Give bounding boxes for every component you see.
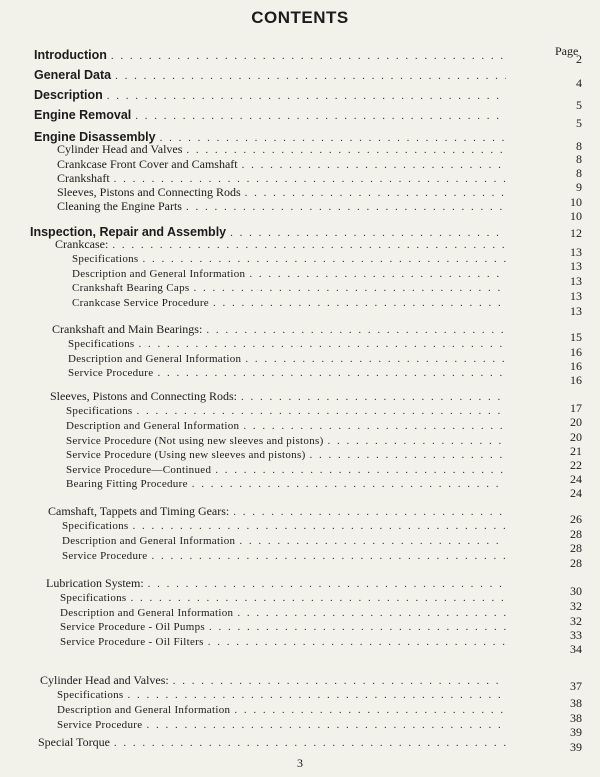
page-number-entry: 10 — [570, 209, 582, 223]
toc-entry — [72, 296, 512, 311]
dot-leader — [233, 505, 506, 520]
toc-entry — [34, 68, 512, 83]
toc-entry-label: Description and General Information — [68, 353, 242, 365]
dot-leader — [133, 519, 506, 534]
toc-entry-label: Crankcase Service Procedure — [72, 297, 209, 309]
toc-entry-label: Description and General Information — [60, 607, 234, 619]
page-number-entry: 15 — [570, 330, 582, 344]
toc-entry — [48, 504, 512, 519]
dot-leader — [139, 337, 506, 352]
page-number-entry: 5 — [576, 116, 582, 130]
page-number-entry: 21 — [570, 444, 582, 458]
toc-entry-label: Specifications — [72, 253, 139, 265]
toc-entry — [34, 48, 512, 63]
toc-entry — [40, 673, 512, 688]
page-title: CONTENTS — [251, 8, 349, 27]
dot-leader — [209, 620, 506, 635]
dot-leader — [186, 200, 506, 215]
toc-entry — [72, 281, 512, 296]
toc-entry-label: Service Procedure (Not using new sleeves and pistons) — [66, 435, 324, 447]
toc-entry — [66, 419, 512, 434]
toc-entry — [60, 620, 512, 635]
dot-leader — [112, 238, 506, 253]
toc-entry — [57, 703, 512, 718]
page-number-entry: 8 — [576, 139, 582, 153]
dot-leader — [114, 736, 506, 751]
dot-leader — [157, 366, 506, 381]
page-number: 3 — [297, 756, 303, 770]
toc-entry-label: Sleeves, Pistons and Connecting Rods — [57, 185, 241, 199]
page-number-entry: 13 — [570, 304, 582, 318]
toc-entry-label: Description — [34, 88, 103, 102]
toc-entry — [66, 448, 512, 463]
toc-entry-label: Cylinder Head and Valves — [57, 142, 183, 156]
page-number-entry: 17 — [570, 401, 582, 415]
page-number-entry: 39 — [570, 740, 582, 754]
dot-leader — [143, 252, 506, 267]
page-number-entry: 13 — [570, 274, 582, 288]
toc-entry-label: Service Procedure — [68, 367, 154, 379]
toc-entry-label: Sleeves, Pistons and Connecting Rods: — [50, 389, 237, 403]
toc-entry — [60, 635, 512, 650]
toc-entry — [62, 519, 512, 534]
dot-leader — [239, 534, 506, 549]
page-number-entry: 38 — [570, 696, 582, 710]
toc-entry — [38, 735, 512, 750]
dot-leader — [135, 109, 506, 124]
toc-entry — [60, 606, 512, 621]
toc-entry — [60, 591, 512, 606]
page-number-entry: 28 — [570, 541, 582, 555]
toc-entry — [57, 718, 512, 733]
toc-entry-label: Crankcase: — [55, 237, 109, 251]
toc-entry — [62, 534, 512, 549]
dot-leader — [148, 577, 506, 592]
page-number-entry: 16 — [570, 345, 582, 359]
page-number-entry: 16 — [570, 373, 582, 387]
dot-leader — [241, 390, 506, 405]
toc-entry-label: Inspection, Repair and Assembly — [30, 225, 227, 239]
page-number-entry: 13 — [570, 259, 582, 273]
dot-leader — [234, 703, 506, 718]
toc-entry-label: Service Procedure - Oil Filters — [60, 636, 204, 648]
page-number-entry: 39 — [570, 725, 582, 739]
dot-leader — [249, 267, 506, 282]
toc-entry-label: Engine Disassembly — [34, 130, 156, 144]
page-number-entry: 4 — [576, 76, 582, 90]
toc-entry-label: Service Procedure—Continued — [66, 464, 212, 476]
page-number-entry: 37 — [570, 679, 582, 693]
toc-entry — [57, 688, 512, 703]
dot-leader — [115, 69, 506, 84]
page-number-entry: 32 — [570, 599, 582, 613]
toc-entry-label: Crankshaft Bearing Caps — [72, 282, 190, 294]
page-number-entry: 5 — [576, 98, 582, 112]
dot-leader — [151, 549, 506, 564]
toc-entry — [57, 185, 512, 200]
toc-entry-label: Crankshaft — [57, 171, 110, 185]
toc-entry — [57, 171, 512, 186]
toc-entry — [50, 389, 512, 404]
toc-entry-label: Description and General Information — [66, 420, 240, 432]
toc-entry — [66, 463, 512, 478]
toc-entry-label: Service Procedure - Oil Pumps — [60, 621, 205, 633]
dot-leader — [137, 404, 506, 419]
toc-entry — [72, 267, 512, 282]
toc-entry — [55, 237, 512, 252]
page-number-entry: 10 — [570, 195, 582, 209]
toc-entry-label: Service Procedure (Using new sleeves and pistons) — [66, 449, 306, 461]
toc-entry — [34, 88, 512, 103]
dot-leader — [131, 591, 506, 606]
toc-entry-label: Cleaning the Engine Parts — [57, 199, 182, 213]
dot-leader — [328, 434, 506, 449]
page-number-entry: 9 — [576, 180, 582, 194]
dot-leader — [206, 323, 506, 338]
toc-entry-label: Special Torque — [38, 735, 110, 749]
page-number-entry: 2 — [576, 52, 582, 66]
toc-entry — [66, 404, 512, 419]
dot-leader — [146, 718, 506, 733]
toc-entry-label: Crankcase Front Cover and Camshaft — [57, 157, 238, 171]
toc-entry-label: Cylinder Head and Valves: — [40, 673, 169, 687]
toc-entry — [68, 366, 512, 381]
page-number-entry: 28 — [570, 556, 582, 570]
page-number-entry: 20 — [570, 430, 582, 444]
toc-entry — [66, 434, 512, 449]
toc-entry-label: Lubrication System: — [46, 576, 144, 590]
toc-entry — [68, 352, 512, 367]
dot-leader — [107, 89, 506, 104]
page-number-entry: 12 — [570, 226, 582, 240]
page-number-entry: 20 — [570, 415, 582, 429]
dot-leader — [245, 352, 506, 367]
dot-leader — [192, 477, 506, 492]
toc-entry — [52, 322, 512, 337]
toc-entry — [72, 252, 512, 267]
toc-entry — [62, 549, 512, 564]
toc-entry — [46, 576, 512, 591]
toc-entry-label: Description and General Information — [72, 268, 246, 280]
page-number-entry: 24 — [570, 472, 582, 486]
toc-entry-label: Camshaft, Tappets and Timing Gears: — [48, 504, 230, 518]
toc-entry — [57, 199, 512, 214]
dot-leader — [111, 49, 506, 64]
toc-entry-label: Specifications — [62, 520, 129, 532]
page-number-entry: 34 — [570, 642, 582, 656]
dot-leader — [186, 143, 506, 158]
toc-entry — [57, 157, 512, 172]
toc-entry — [34, 108, 512, 123]
dot-leader — [194, 281, 507, 296]
dot-leader — [310, 448, 506, 463]
toc-entry — [57, 142, 512, 157]
toc-entry-label: Service Procedure — [62, 550, 148, 562]
dot-leader — [173, 674, 506, 689]
page-number-entry: 13 — [570, 289, 582, 303]
page-number-entry: 28 — [570, 527, 582, 541]
page-number-entry: 16 — [570, 359, 582, 373]
toc-entry-label: Specifications — [57, 689, 124, 701]
toc-entry — [68, 337, 512, 352]
page-column-label: Page — [555, 44, 579, 58]
dot-leader — [128, 688, 506, 703]
toc-entry-label: Crankshaft and Main Bearings: — [52, 322, 203, 336]
dot-leader — [213, 296, 506, 311]
dot-leader — [237, 606, 506, 621]
page-number-entry: 24 — [570, 486, 582, 500]
dot-leader — [208, 635, 506, 650]
page-number-entry: 13 — [570, 245, 582, 259]
dot-leader — [215, 463, 506, 478]
page-number-entry: 8 — [576, 152, 582, 166]
page-number-entry: 26 — [570, 512, 582, 526]
toc-entry-label: Specifications — [68, 338, 135, 350]
toc-entry-label: Specifications — [66, 405, 133, 417]
page-number-entry: 38 — [570, 711, 582, 725]
page-number-entry: 32 — [570, 614, 582, 628]
toc-entry-label: General Data — [34, 68, 112, 82]
toc-entry-label: Description and General Information — [62, 535, 236, 547]
toc-entry-label: Service Procedure — [57, 719, 143, 731]
toc-entry-label: Introduction — [34, 48, 107, 62]
dot-leader — [243, 419, 506, 434]
toc-entry-label: Specifications — [60, 592, 127, 604]
page-number-entry: 22 — [570, 458, 582, 472]
toc-entry-label: Description and General Information — [57, 704, 231, 716]
toc-entry-label: Engine Removal — [34, 108, 132, 122]
page-number-entry: 33 — [570, 628, 582, 642]
page-number-entry: 30 — [570, 584, 582, 598]
toc-entry-label: Bearing Fitting Procedure — [66, 478, 188, 490]
toc-entry — [66, 477, 512, 492]
page-number-entry: 8 — [576, 166, 582, 180]
